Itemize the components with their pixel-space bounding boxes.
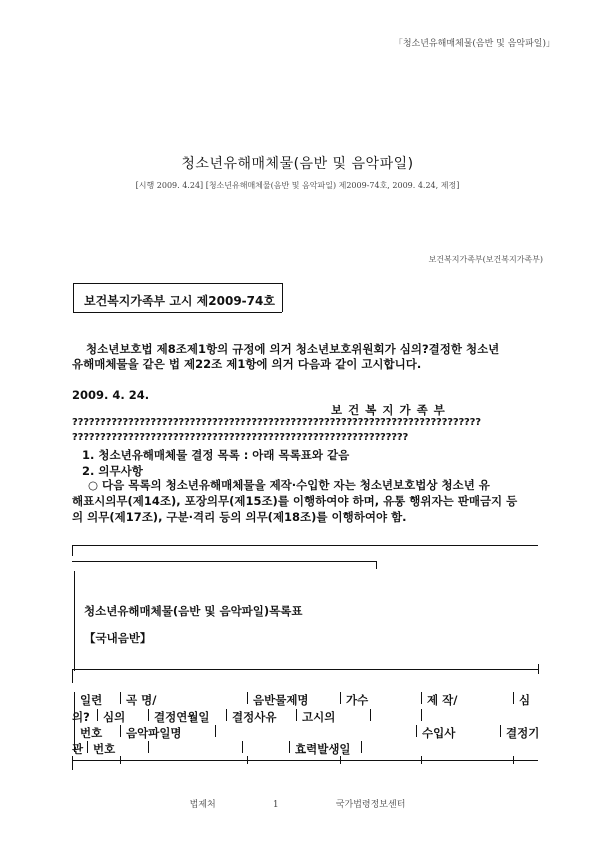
signature: 보 건 복 지 가 족 부 (331, 403, 446, 417)
header-cell: 효력발생일 (295, 742, 351, 756)
footer: 법제처 1 국가법령정보센터 (189, 800, 406, 810)
page-title: 청소년유해매체물(음반 및 음악파일) (181, 156, 414, 172)
garbled-line: ???????????????????????????????????????????????????????????? (72, 432, 409, 443)
list-item: 2. 의무사항 (82, 464, 143, 478)
header-cell: 제 작/ (427, 693, 458, 707)
list-title: 청소년유해매체물(음반 및 음악파일)목록표 (84, 604, 303, 618)
running-header: 「청소년유해매체물(음반 및 음악파일)」 (393, 39, 555, 49)
notice-date: 2009. 4. 24. (72, 388, 150, 402)
paragraph-line: 유해매체물을 같은 법 제22조 제1항에 의거 다음과 같이 고시합니다. (72, 357, 422, 371)
header-cell: 음반물제명 (253, 693, 309, 707)
header-cell: 심의 (103, 710, 126, 724)
garbled-line: ????????????????????????????????????????????????????????????????????????? (72, 417, 481, 428)
header-cell: 가수 (346, 693, 369, 707)
header-cell: 수입사 (422, 726, 456, 740)
list-item: 1. 청소년유해매체물 결정 목록 : 아래 목록표와 같음 (82, 448, 350, 462)
header-cell: 음악파일명 (126, 726, 182, 740)
ministry-label: 보건복지가족부(보건복지가족부) (428, 255, 543, 264)
paragraph-line: 의 의무(제17조), 구분·격리 등의 의무(제18조)를 이행하여야 함. (72, 510, 407, 524)
header-cell: 의? (72, 710, 90, 724)
header-cell: 결정기 (506, 726, 540, 740)
notice-title: 보건복지가족부 고시 제2009-74호 (84, 294, 275, 308)
header-cell: 고시의 (302, 710, 336, 724)
header-cell: 결정연월일 (154, 710, 210, 724)
header-cell: 곡 명/ (126, 693, 157, 707)
header-cell: 번호 (80, 726, 103, 740)
header-cell: 결정사유 (232, 710, 277, 724)
header-cell: 번호 (93, 742, 116, 756)
paragraph-line: 청소년보호법 제8조제1항의 규정에 의거 청소년보호위원회가 심의?결정한 청소년 (86, 342, 500, 356)
paragraph-line: ○ 다음 목록의 청소년유해매체물을 제작·수입한 자는 청소년보호법상 청소년 유 (88, 478, 490, 492)
header-cell: 심 (519, 693, 531, 707)
header-cell: 관 (72, 742, 84, 756)
section-label: 【국내음반】 (84, 631, 152, 645)
paragraph-line: 해표시의무(제14조), 포장의무(제15조)를 이행하여야 하며, 유통 행위자는 판매금지 등 (72, 494, 518, 508)
enforcement-meta: [시행 2009. 4.24] [청소년유해매체물(음반 및 음악파일) 제2009-74호, 2009. 4.24, 제정] (135, 181, 460, 190)
header-cell: 일련 (80, 693, 103, 707)
